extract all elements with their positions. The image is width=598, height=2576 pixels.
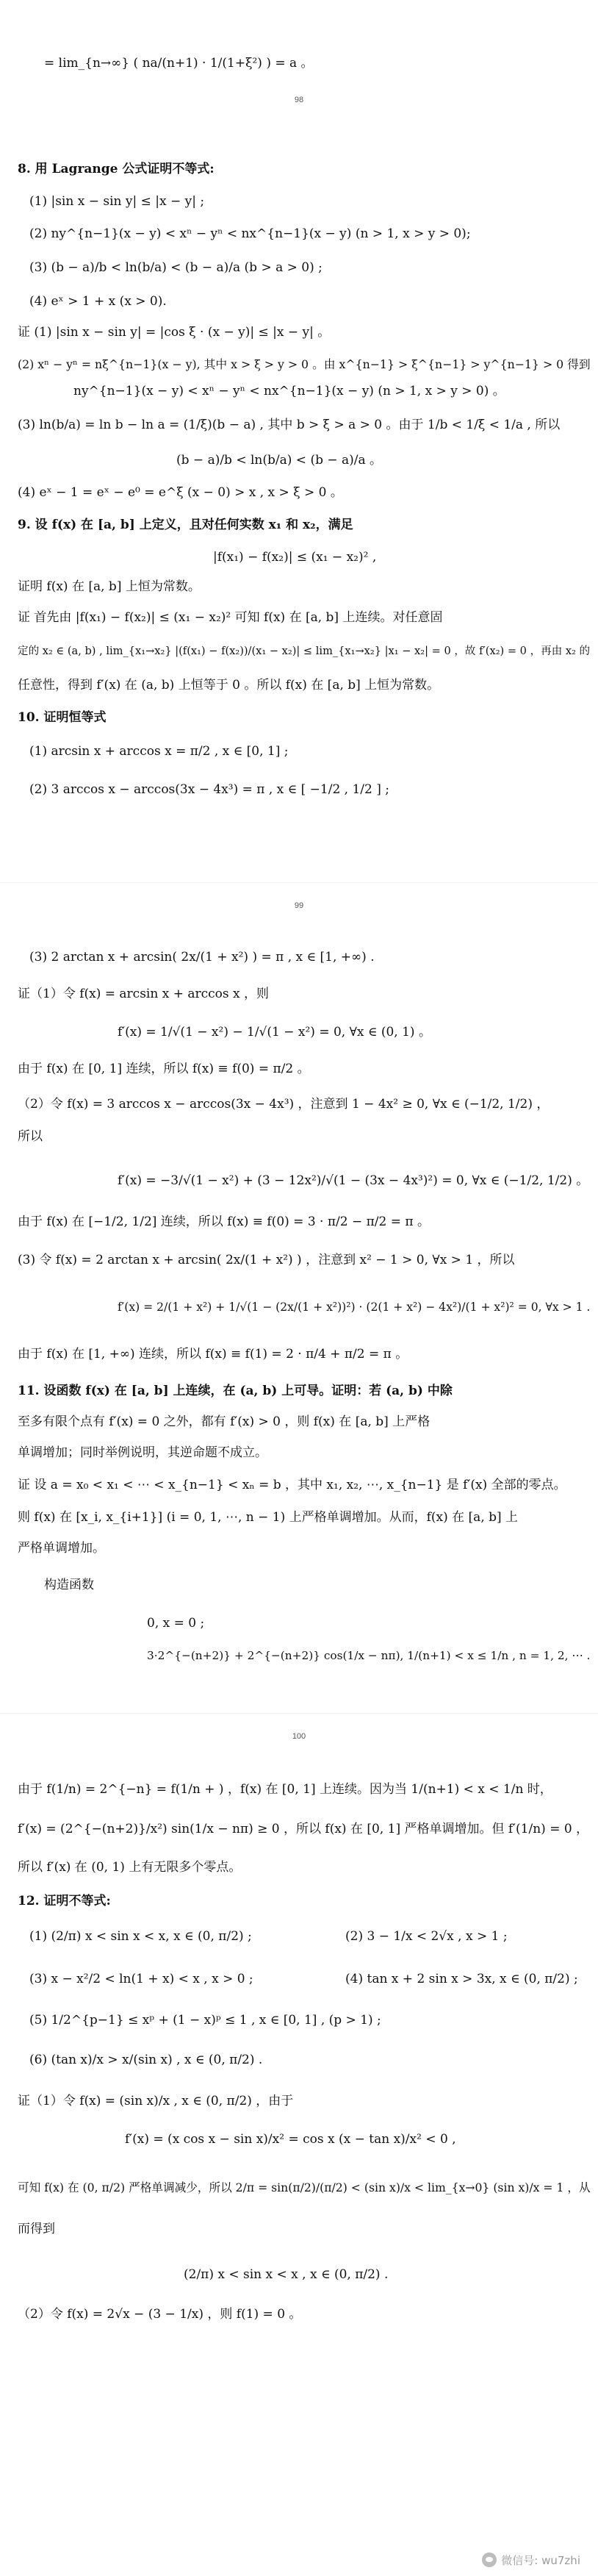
text-line: 证（1）令 f(x) = arcsin x + arccos x ，则 (18, 987, 270, 1001)
text-line: (5) 1/2^{p−1} ≤ xᵖ + (1 − x)ᵖ ≤ 1 , x ∈ [0, 1] , (p > 1) ; (29, 2013, 381, 2028)
text-line: f′(x) = (x cos x − sin x)/x² = cos x (x − tan x)/x² < 0 , (125, 2132, 456, 2147)
page-number: 100 (292, 1732, 306, 1741)
text-line: 定的 x₂ ∈ (a, b) , lim_{x₁→x₂} |(f(x₁) − f(x₂))/(x₁ − x₂)| ≤ lim_{x₁→x₂} |x₁ − x₂| = 0 ，故 f′(x₂) = 0 ，再由 x₂ 的 (18, 645, 591, 657)
text-line: (b − a)/b < ln(b/a) < (b − a)/a 。 (176, 453, 383, 468)
text-line: 单调增加；同时举例说明，其逆命题不成立。 (18, 1445, 267, 1460)
text-line: 可知 f(x) 在 (0, π/2) 严格单调减少，所以 2/π = sin(π/2)/(π/2) < (sin x)/x < lim_{x→0} (sin x)/x = 1 ，从 (18, 2180, 591, 2194)
text-line: (4) eˣ > 1 + x (x > 0). (29, 294, 167, 309)
text-line: (2) ny^{n−1}(x − y) < xⁿ − yⁿ < nx^{n−1}(x − y) (n > 1, x > y > 0); (29, 226, 471, 241)
text-line: 证 (1) |sin x − sin y| = |cos ξ · (x − y)| ≤ |x − y| 。 (18, 325, 331, 340)
text-line: 则 f(x) 在 [x_i, x_{i+1}] (i = 0, 1, ⋯, n − 1) 上严格单调增加。从而，f(x) 在 [a, b] 上 (18, 1510, 519, 1525)
text-line: 由于 f(x) 在 [0, 1] 连续，所以 f(x) ≡ f(0) = π/2 。 (18, 1062, 310, 1076)
watermark (482, 2554, 580, 2566)
watermark-text: 微信号: wu7zhi (501, 2553, 580, 2567)
text-line: 至多有限个点有 f′(x) = 0 之外，都有 f′(x) > 0 ，则 f(x) 在 [a, b] 上严格 (18, 1414, 431, 1429)
text-line: 由于 f(x) 在 [1, +∞) 连续，所以 f(x) ≡ f(1) = 2 · π/4 + π/2 = π 。 (18, 1347, 408, 1362)
text-line: (1) (2/π) x < sin x < x, x ∈ (0, π/2) ; (29, 1929, 252, 1944)
text-line: |f(x₁) − f(x₂)| ≤ (x₁ − x₂)² , (213, 550, 377, 565)
wechat-icon (482, 2552, 497, 2567)
text-line: 9. 设 f(x) 在 [a, b] 上定义，且对任何实数 x₁ 和 x₂，满足 (18, 518, 353, 532)
text-line: 3·2^{−(n+2)} + 2^{−(n+2)} cos(1/x − nπ), 1/(n+1) < x ≤ 1/n , n = 1, 2, ⋯ . (147, 1649, 591, 1662)
text-line: 12. 证明不等式: (18, 1894, 111, 1908)
page-number: 99 (294, 901, 304, 910)
text-line: 8. 用 Lagrange 公式证明不等式: (18, 162, 215, 176)
text-line: = lim_{n→∞} ( na/(n+1) · 1/(1+ξ²) ) = a 。 (44, 56, 314, 71)
text-line: (3) 令 f(x) = 2 arctan x + arcsin( 2x/(1 + x²) ) ，注意到 x² − 1 > 0, ∀x > 1 ，所以 (18, 1253, 515, 1267)
text-line: 任意性，得到 f′(x) 在 (a, b) 上恒等于 0 。所以 f(x) 在 [a, b] 上恒为常数。 (18, 678, 440, 693)
page-separator (0, 882, 598, 883)
text-line: (4) eˣ − 1 = eˣ − e⁰ = e^ξ (x − 0) > x , x > ξ > 0 。 (18, 485, 343, 500)
text-line: (3) ln(b/a) = ln b − ln a = (1/ξ)(b − a) , 其中 b > ξ > a > 0 。由于 1/b < 1/ξ < 1/a , 所以 (18, 418, 561, 432)
text-line: 所以 f′(x) 在 (0, 1) 上有无限多个零点。 (18, 1860, 242, 1875)
page-separator (0, 1713, 598, 1714)
text-line: 严格单调增加。 (18, 1541, 105, 1556)
text-line: (2) 3 − 1/x < 2√x , x > 1 ; (345, 1929, 508, 1944)
text-line: (6) (tan x)/x > x/(sin x) , x ∈ (0, π/2) . (29, 2053, 263, 2067)
text-line: (3) (b − a)/b < ln(b/a) < (b − a)/a (b > a > 0) ; (29, 260, 323, 275)
text-line: (2/π) x < sin x < x , x ∈ (0, π/2) . (184, 2267, 389, 2282)
text-line: f′(x) = (2^{−(n+2)}/x²) sin(1/x − nπ) ≥ 0 ，所以 f(x) 在 [0, 1] 严格单调增加。但 f′(1/n) = 0 ， (18, 1822, 589, 1836)
text-line: (2) xⁿ − yⁿ = nξ^{n−1}(x − y), 其中 x > ξ > y > 0 。由 x^{n−1} > ξ^{n−1} > y^{n−1} > 0 得到 (18, 357, 591, 371)
text-line: (1) arcsin x + arccos x = π/2 , x ∈ [0, 1] ; (29, 744, 289, 759)
text-line: f′(x) = −3/√(1 − x²) + (3 − 12x²)/√(1 − (3x − 4x³)²) = 0, ∀x ∈ (−1/2, 1/2) 。 (118, 1173, 589, 1188)
page-number: 98 (294, 96, 304, 104)
text-line: ny^{n−1}(x − y) < xⁿ − yⁿ < nx^{n−1}(x − y) (n > 1, x > y > 0) 。 (73, 384, 505, 398)
text-line: 10. 证明恒等式 (18, 710, 107, 725)
text-line: 由于 f(1/n) = 2^{−n} = f(1/n + ) ，f(x) 在 [0, 1] 上连续。因为当 1/(n+1) < x < 1/n 时， (18, 1782, 552, 1797)
text-line: 证 设 a = x₀ < x₁ < ⋯ < x_{n−1} < xₙ = b ，其中 x₁, x₂, ⋯, x_{n−1} 是 f′(x) 全部的零点。 (18, 1478, 566, 1492)
text-line: 而得到 (18, 2222, 55, 2236)
text-line: (3) x − x²/2 < ln(1 + x) < x , x > 0 ; (29, 1972, 253, 1986)
text-line: （2）令 f(x) = 2√x − (3 − 1/x) ，则 f(1) = 0 。 (18, 2307, 302, 2322)
text-line: 由于 f(x) 在 [−1/2, 1/2] 连续，所以 f(x) ≡ f(0) = 3 · π/2 − π/2 = π 。 (18, 1214, 430, 1229)
text-line: (4) tan x + 2 sin x > 3x, x ∈ (0, π/2) ; (345, 1972, 578, 1986)
text-line: 证（1）令 f(x) = (sin x)/x , x ∈ (0, π/2) ，由于 (18, 2094, 294, 2108)
text-line: 0, x = 0 ; (147, 1616, 205, 1631)
text-line: 构造函数 (44, 1578, 94, 1592)
text-line: (1) |sin x − sin y| ≤ |x − y| ; (29, 194, 205, 209)
text-line: 所以 (18, 1129, 43, 1144)
text-line: f′(x) = 1/√(1 − x²) − 1/√(1 − x²) = 0, ∀x ∈ (0, 1) 。 (118, 1025, 431, 1040)
text-line: 11. 设函数 f(x) 在 [a, b] 上连续，在 (a, b) 上可导。证明：若 (a, b) 中除 (18, 1384, 453, 1398)
text-line: （2）令 f(x) = 3 arccos x − arccos(3x − 4x³) ，注意到 1 − 4x² ≥ 0, ∀x ∈ (−1/2, 1/2) ， (18, 1097, 550, 1112)
text-line: (3) 2 arctan x + arcsin( 2x/(1 + x²) ) = π , x ∈ [1, +∞) . (29, 950, 375, 965)
text-line: f′(x) = 2/(1 + x²) + 1/√(1 − (2x/(1 + x²))²) · (2(1 + x²) − 4x²)/(1 + x²)² = 0, ∀x > 1 . (118, 1300, 591, 1314)
text-line: (2) 3 arccos x − arccos(3x − 4x³) = π , x ∈ [ −1/2 , 1/2 ] ; (29, 782, 390, 797)
text-line: 证明 f(x) 在 [a, b] 上恒为常数。 (18, 579, 201, 594)
text-line: 证 首先由 |f(x₁) − f(x₂)| ≤ (x₁ − x₂)² 可知 f(x) 在 [a, b] 上连续。对任意固 (18, 610, 443, 625)
